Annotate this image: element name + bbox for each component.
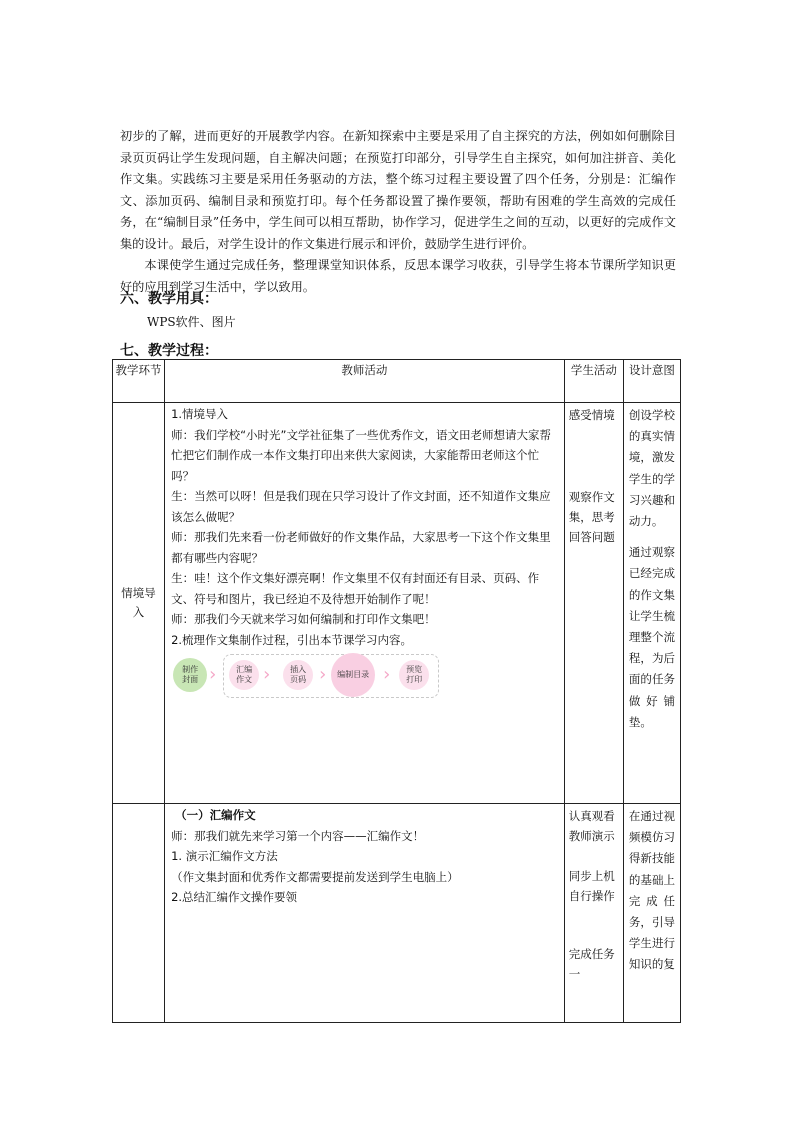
design-intent-line: 创设学校的真实情境，激发学生的学习兴趣和动力。 bbox=[628, 408, 675, 529]
process-flow-diagram bbox=[171, 650, 558, 702]
student-activity-line: 观察作文集，思考回答问题 bbox=[568, 490, 615, 544]
design-intent-cell: 在通过视频模仿习得新技能的基础上完成任务，引导学生进行知识的复 bbox=[623, 804, 680, 1023]
table-row bbox=[113, 804, 681, 1023]
chevron-right-icon: › bbox=[209, 664, 217, 685]
chevron-right-icon: › bbox=[319, 664, 327, 685]
stage-cell bbox=[113, 804, 165, 1023]
teacher-line: 师：我们学校“小时光”文学社征集了一些优秀作文，语文田老师想请大家帮忙把它们制作成一本作文集打印出来供大家阅读，大家能帮田老师这个忙吗？ bbox=[171, 427, 551, 483]
chevron-right-icon: › bbox=[263, 664, 271, 685]
header-design-intent: 设计意图 bbox=[623, 360, 680, 403]
student-activity-cell bbox=[564, 804, 623, 1023]
teacher-line: 生：当然可以呀！但是我们现在只学习设计了作文封面，还不知道作文集应该怎么做呢？ bbox=[171, 489, 551, 524]
student-activity-line: 同步上机自行操作 bbox=[568, 869, 615, 903]
teacher-line: 2.梳理作文集制作过程，引出本节课学习内容。 bbox=[171, 632, 413, 647]
flow-step-page-numbers bbox=[283, 660, 313, 690]
student-activity-line: 完成任务一 bbox=[568, 947, 615, 981]
teacher-line: 师：那我们就先来学习第一个内容——汇编作文！ bbox=[171, 828, 425, 843]
teacher-activity-cell bbox=[165, 804, 565, 1023]
teaching-tools: WPS软件、图片 bbox=[147, 315, 236, 329]
section-6-heading: 六、教学用具： bbox=[120, 291, 218, 307]
stage-cell: 情境导入 bbox=[113, 403, 165, 804]
task-title: （一）汇编作文 bbox=[175, 808, 256, 822]
flow-step-make-cover bbox=[173, 658, 207, 692]
intro-paragraph-2: 本课使学生通过完成任务，整理课堂知识体系，反思本课学习收获，引导学生将本节课所学知识更好的应用到学习生活中，学以致用。 bbox=[120, 258, 676, 294]
chevron-right-icon: › bbox=[383, 664, 391, 685]
teacher-line: 师：那我们今天就来学习如何编制和打印作文集吧！ bbox=[171, 612, 436, 626]
flow-step-label: 插入 页码 bbox=[290, 665, 307, 684]
table-header-row bbox=[113, 360, 681, 403]
student-activity-line: 感受情境 bbox=[568, 408, 615, 422]
teacher-line: 1.情境导入 bbox=[171, 407, 229, 421]
intro-text bbox=[120, 126, 676, 298]
teacher-line: 师：那我们先来看一份老师做好的作文集作品，大家思考一下这个作文集里都有哪些内容呢？ bbox=[171, 530, 551, 565]
flow-step-label: 汇编 作文 bbox=[236, 665, 253, 684]
section-7-heading: 七、教学过程： bbox=[120, 343, 218, 359]
student-activity-line: 认真观看教师演示 bbox=[568, 809, 615, 843]
intro-paragraph-1: 初步的了解，进而更好的开展教学内容。在新知探索中主要是采用了自主探究的方法，例如如何删除目录页页码让学生发现问题，自主解决问题；在预览打印部分，引导学生自主探究，如何加注拼音、美化作文集。实践练习主要是采用任务驱动的方法，整个练习过程主要设置了四个任务，分别是：汇编作文、添加页码、编制目录和预览打印。每个任务都设置了操作要领，帮助有困难的学生高效的完成任务，在“编制目录”任务中，学生间可以相互帮助，协作学习，促进学生之间的互动，以更好的完成作文集的设计。最后，对学生设计的作文集进行展示和评价，鼓励学生进行评价。 bbox=[120, 129, 676, 251]
design-intent-line: 通过观察已经完成的作文集让学生梳理整个流程，为后面的任务做好铺垫。 bbox=[628, 545, 675, 729]
flow-step-compile bbox=[229, 660, 259, 690]
flow-step-toc bbox=[331, 653, 375, 697]
header-teacher-activity: 教师活动 bbox=[165, 360, 565, 403]
teacher-line: 生：哇！这个作文集好漂亮啊！作文集里不仅有封面还有目录、页码、作文、符号和图片，我已经迫不及待想开始制作了呢！ bbox=[171, 571, 540, 606]
table-row bbox=[113, 403, 681, 804]
student-activity-cell bbox=[564, 403, 623, 804]
design-intent-cell bbox=[623, 403, 680, 804]
flow-step-label: 制作 封面 bbox=[182, 665, 199, 684]
teacher-line: （作文集封面和优秀作文都需要提前发送到学生电脑上） bbox=[171, 869, 459, 884]
teacher-line: 1. 演示汇编作文方法 bbox=[171, 849, 278, 863]
teacher-activity-cell bbox=[165, 403, 565, 804]
header-student-activity: 学生活动 bbox=[564, 360, 623, 403]
flow-step-preview-print bbox=[399, 660, 429, 690]
teaching-process-table bbox=[112, 359, 681, 1023]
teacher-line: 2.总结汇编作文操作要领 bbox=[171, 890, 298, 904]
flow-step-label: 预览 打印 bbox=[406, 665, 423, 684]
header-stage: 教学环节 bbox=[113, 360, 165, 403]
flow-step-label: 编制目录 bbox=[337, 670, 370, 679]
